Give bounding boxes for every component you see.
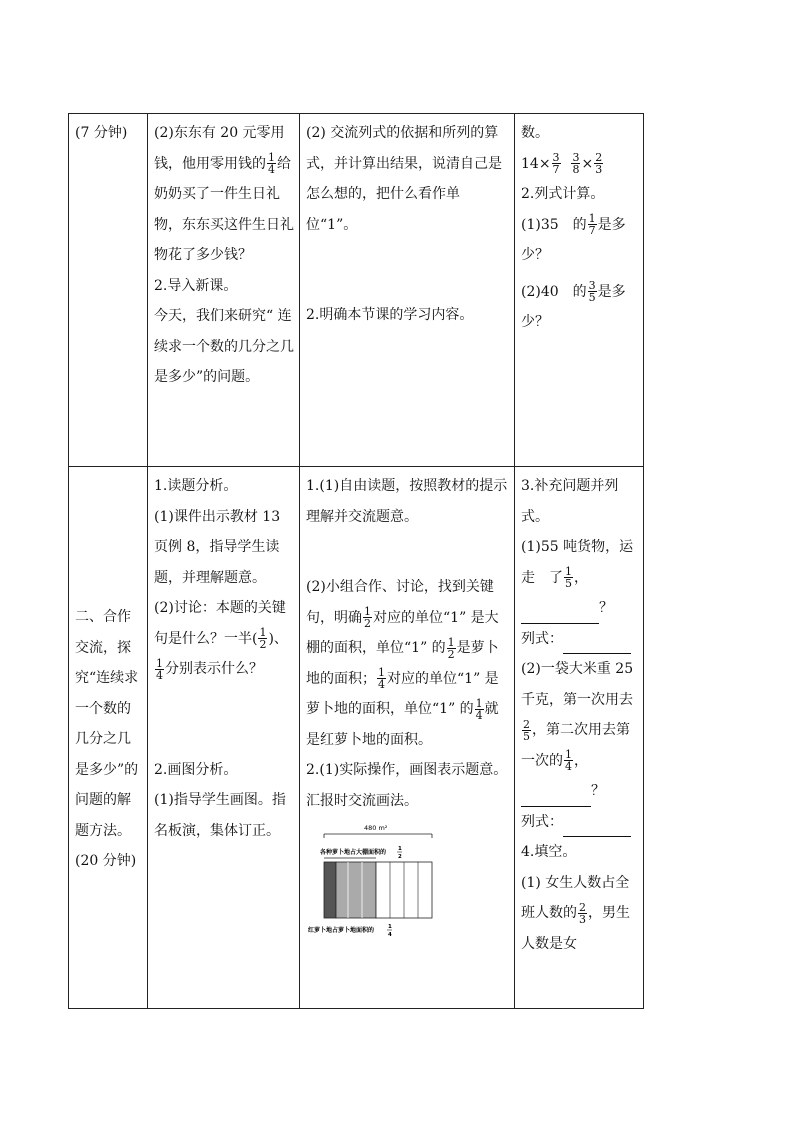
paragraph: ？ xyxy=(521,593,638,624)
paragraph: (1)课件出示教材 13 页例 8，指导学生读题，并理解题意。 xyxy=(154,508,281,586)
table-row xyxy=(69,467,644,1009)
table-row xyxy=(69,114,644,467)
paragraph: 2.导入新课。 xyxy=(154,277,238,294)
exercise-cell xyxy=(515,467,648,1009)
fraction: $\frac{1}{4}$ xyxy=(268,151,275,176)
fraction: $\frac{3}{8}$ xyxy=(572,151,580,176)
fraction-denominator: 2 xyxy=(398,854,402,860)
paragraph: 2.画图分析。 xyxy=(154,761,238,778)
student-activity-cell xyxy=(300,114,515,467)
fraction: $\frac{1}{4}$ xyxy=(378,666,385,691)
answer-blank[interactable] xyxy=(521,603,599,624)
spacer xyxy=(154,685,294,755)
paragraph: 数。 xyxy=(521,125,549,141)
area-diagram xyxy=(306,820,446,942)
paragraph: 今天，我们来研究“ 连续求一个数的几分之几是多少”的问题。 xyxy=(154,308,294,385)
spacer xyxy=(306,240,509,300)
paragraph: (2) 交流列式的依据和所列的算式，并计算出结果，说清自己是怎么想的，把什么看作单位“1”。 xyxy=(306,125,502,233)
fraction: $\frac{2}{3}$ xyxy=(595,151,603,176)
paragraph: (2)40 的 $\frac{3}{5}$ 是多少？ xyxy=(521,279,626,330)
paragraph: 1.(1)自由读题，按照教材的提示理解并交流题意。 xyxy=(306,478,508,525)
stage-cell xyxy=(69,114,148,467)
paragraph: 3.补充问题并列式。 xyxy=(521,478,619,525)
answer-blank[interactable] xyxy=(563,816,631,837)
expression: 14× $\frac{3}{7}$ $\frac{3}{8}$ × $\frac{2}{3}$ xyxy=(521,151,603,176)
fraction: $\frac{1}{4}$ xyxy=(156,656,163,682)
fraction: $\frac{1}{2}$ xyxy=(259,626,267,651)
spacer xyxy=(306,532,509,572)
paragraph: 2.列式计算。 xyxy=(521,186,605,202)
fraction-numerator: 1 xyxy=(388,924,392,930)
paragraph: 4.填空。 xyxy=(521,844,577,860)
student-activity-cell xyxy=(300,467,515,1009)
stage-cell xyxy=(69,467,148,1009)
fraction: $\frac{1}{5}$ xyxy=(565,565,572,590)
paragraph: ？ xyxy=(521,776,638,807)
stage-time: (7 分钟) xyxy=(75,125,128,141)
fraction: $\frac{1}{2}$ xyxy=(364,605,371,630)
answer-blank[interactable] xyxy=(563,633,631,654)
paragraph: (2)一袋大米重 25 千克，第一次用去 $\frac{2}{5}$ ，第二次用去第一次的 $\frac{1}{4}$ ， xyxy=(521,661,634,773)
paragraph: (1)指导学生画图。指名板演，集体订正。 xyxy=(154,792,286,839)
fraction-denominator: 4 xyxy=(388,932,392,938)
paragraph: 2.(1)实际操作，画图表示题意。汇报时交流画法。 xyxy=(306,762,508,809)
fraction: $\frac{2}{5}$ xyxy=(523,717,530,743)
paragraph: (1)55 吨货物，运 走 了 $\frac{1}{5}$ ， xyxy=(521,539,648,590)
fraction: $\frac{2}{3}$ xyxy=(579,900,586,926)
answer-blank[interactable] xyxy=(521,786,591,807)
paragraph: (2)小组合作、讨论，找到关键句，明确 $\frac{1}{2}$ 对应的单位“1” 是大棚的面积，单位“1” 的 $\frac{1}{2}$ 是萝卜地的面积； $\frac{1}{4}$ 对应的单位“1” 是萝卜地的面积，单位“1” 的 $\frac{1}{4}$ 就是红萝卜地的面积。 xyxy=(306,579,499,748)
fraction: $\frac{3}{5}$ xyxy=(588,279,596,304)
fraction-numerator: 1 xyxy=(398,846,402,852)
paragraph: (1)35 的 $\frac{1}{7}$ 是多少？ xyxy=(521,212,626,263)
fraction: $\frac{1}{4}$ xyxy=(475,696,483,722)
radish-area xyxy=(336,862,376,918)
fraction: $\frac{3}{7}$ xyxy=(552,151,560,176)
fraction: $\frac{1}{4}$ xyxy=(565,748,572,773)
paragraph: (2)讨论：本题的关键句是什么？一半( $\frac{1}{2}$ )、 $\frac{1}{4}$ 分别表示什么？ xyxy=(154,600,288,682)
paragraph: 列式： xyxy=(521,624,638,655)
paragraph: (2)东东有 20 元零用钱，他用零用钱的 $\frac{1}{4}$ 给奶奶买了一件生日礼物，东东买这件生日礼物花了多少钱？ xyxy=(154,125,294,263)
red-radish-area xyxy=(324,862,336,918)
exercise-cell xyxy=(515,114,644,467)
paragraph: (1) 女生人数占全班人数的 $\frac{2}{3}$ ，男生人数是女 xyxy=(521,874,630,952)
fraction: $\frac{1}{7}$ xyxy=(588,212,596,237)
diagram-total-label: 480 m² xyxy=(364,824,388,832)
paragraph: 列式： xyxy=(521,807,638,838)
teacher-activity-cell xyxy=(148,114,300,467)
fraction: $\frac{1}{2}$ xyxy=(447,635,455,661)
diagram-label-radish: 各种萝卜地占大棚面积的 xyxy=(320,849,387,856)
diagram-label-red-radish: 红萝卜地占萝卜地面积的 xyxy=(308,927,375,934)
paragraph: 2.明确本节课的学习内容。 xyxy=(306,307,474,323)
lesson-plan-table xyxy=(68,113,648,1009)
teacher-activity-cell xyxy=(148,467,300,1009)
stage-title: 二、合作交流，探究“连续求一个数的几分之几是多少”的问题的解题方法。(20 分钟) xyxy=(75,609,139,870)
paragraph: 1.读题分析。 xyxy=(154,478,238,494)
